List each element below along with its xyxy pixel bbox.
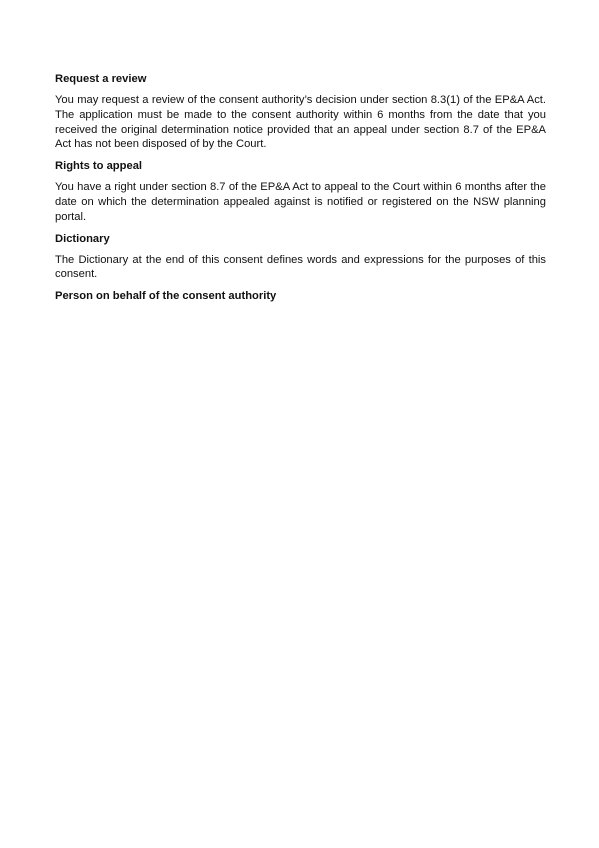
section-heading: Request a review	[55, 73, 147, 85]
section-body: You have a right under section 8.7 of the EP&A Act to appeal to the Court within 6 months after the date on which the determination appealed against is notified or registered on the NSW planning portal.	[55, 181, 546, 223]
section-heading: Person on behalf of the consent authority	[55, 290, 277, 303]
section-heading: Rights to appeal	[55, 160, 143, 173]
section-body: The Dictionary at the end of this consent defines words and expressions for the purposes of this consent.	[55, 253, 546, 281]
section-request-review	[55, 71, 546, 152]
section-consent-authority-person	[55, 288, 546, 304]
document-page	[55, 71, 546, 310]
section-heading: Dictionary	[55, 232, 110, 245]
section-body: You may request a review of the consent authority’s decision under section 8.3(1) of the EP&A Act. The application must be made to the consent authority within 6 months from the date that you received the original determination notice provided that an appeal under section 8.7 of the EP&A Act has not been disposed of by the Court.	[55, 94, 546, 151]
section-dictionary	[55, 231, 546, 283]
section-rights-to-appeal	[55, 158, 546, 224]
